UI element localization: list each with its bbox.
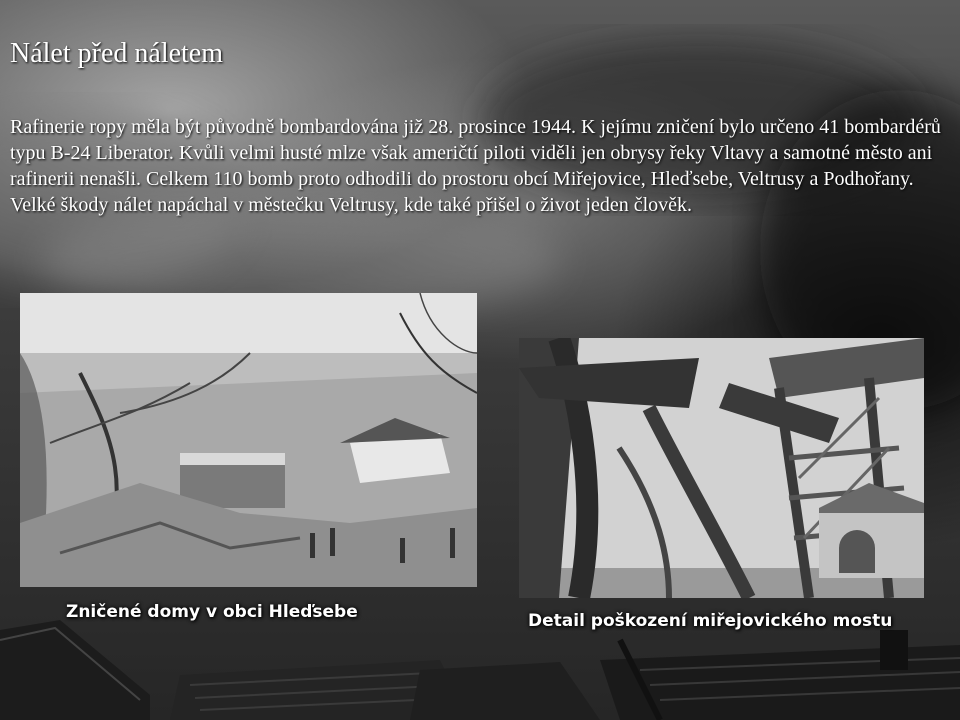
photo-destroyed-houses	[20, 293, 477, 587]
photo-caption-houses: Zničené domy v obci Hleďsebe	[66, 602, 358, 622]
page-title: Nálet před náletem	[10, 38, 224, 69]
photo-damaged-bridge	[519, 338, 924, 598]
photo-caption-bridge: Detail poškození miřejovického mostu	[528, 611, 893, 631]
body-paragraph: Rafinerie ropy měla být původně bombardována již 28. prosince 1944. K jejímu zničení bylo určeno 41 bombardérů typu B-24 Liberator. Kvůli velmi husté mlze však američtí piloti viděli jen obrysy řeky Vltavy a samotné město ani rafinerii nenašli. Celkem 110 bomb proto odhodili do prostoru obcí Miřejovice, Hleďsebe, Veltrusy a Podhořany. Velké škody nálet napáchal v městečku Veltrusy, kde také přišel o život jeden člověk.	[10, 116, 941, 216]
